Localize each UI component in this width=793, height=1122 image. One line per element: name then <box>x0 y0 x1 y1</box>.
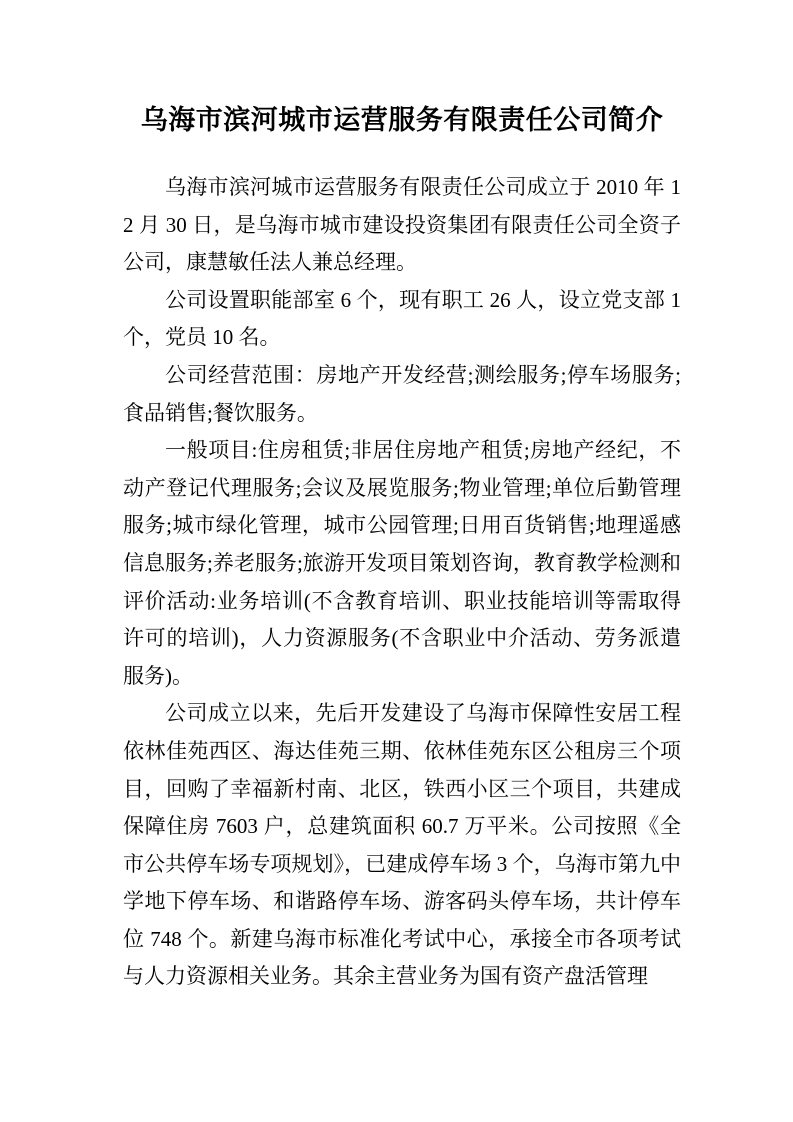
paragraph-general-projects: 一般项目:住房租赁;非居住房地产租赁;房地产经纪，不动产登记代理服务;会议及展览服务;物业管理;单位后勤管理服务;城市绿化管理，城市公园管理;日用百货销售;地理遥感信息服务;养老服务;旅游开发项目策划咨询，教育教学检测和评价活动:业务培训(不含教育培训、职业技能培训等需取得许可的培训)，人力资源服务(不含职业中介活动、劳务派遣服务)。 <box>123 438 681 688</box>
paragraph-staff-structure: 公司设置职能部室 6 个，现有职工 26 人，设立党支部 1 个，党员 10 名。 <box>123 287 681 350</box>
paragraph-company-achievements: 公司成立以来，先后开发建设了乌海市保障性安居工程依林佳苑西区、海达佳苑三期、依林佳苑东区公租房三个项目，回购了幸福新村南、北区，铁西小区三个项目，共建成保障住房 7603 户，总建筑面积 60.7 万平米。公司按照《全市公共停车场专项规划》，已建成停车场 3 个，乌海市第九中学地下停车场、和谐路停车场、游客码头停车场，共计停车位 748 个。新建乌海市标准化考试中心，承接全市各项考试与人力资源相关业务。其余主营业务为国有资产盘活管理 <box>123 701 681 989</box>
paragraph-company-founding: 乌海市滨河城市运营服务有限责任公司成立于 2010 年 12 月 30 日，是乌海市城市建设投资集团有限责任公司全资子公司，康慧敏任法人兼总经理。 <box>123 175 681 275</box>
document-title: 乌海市滨河城市运营服务有限责任公司简介 <box>140 105 664 135</box>
paragraph-business-scope: 公司经营范围：房地产开发经营;测绘服务;停车场服务;食品销售;餐饮服务。 <box>123 362 681 425</box>
